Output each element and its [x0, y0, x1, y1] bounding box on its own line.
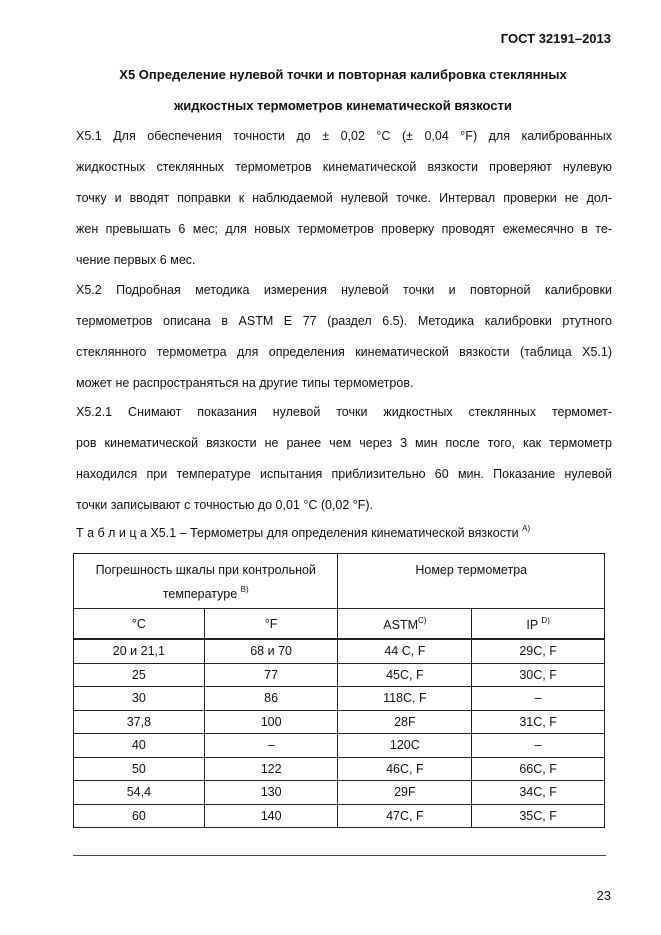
- text-line: точку и вводят поправки к наблюдаемой нулевой точке. Интервал проверки не дол-: [76, 191, 612, 205]
- header-scale-error: [74, 554, 338, 609]
- cell-astm: 44 C, F: [338, 639, 472, 663]
- paragraph-x5-1: [76, 121, 612, 276]
- cell-ip: 29C, F: [472, 639, 605, 663]
- cell-celsius: 60: [74, 804, 205, 828]
- cell-celsius: 30: [74, 687, 205, 711]
- cell-astm: 120C: [338, 734, 472, 758]
- section-title-line-2: жидкостных термометров кинематической вязкости: [174, 98, 512, 113]
- cell-celsius: 20 и 21,1: [74, 639, 205, 663]
- text-line: чение первых 6 мес.: [76, 253, 196, 267]
- cell-astm: 45C, F: [338, 663, 472, 687]
- section-title-line-1: X5 Определение нулевой точки и повторная калибровка стеклянных: [119, 67, 567, 82]
- col-header-celsius: °C: [74, 609, 205, 640]
- cell-celsius: 40: [74, 734, 205, 758]
- cell-ip: 35C, F: [472, 804, 605, 828]
- text-line: жен превышать 6 мес; для новых термометров проверку проводят ежемесячно в те-: [76, 222, 612, 236]
- table-row: [74, 710, 605, 734]
- text-line: находился при температуре испытания приблизительно 60 мин. Показание нулевой: [76, 467, 612, 481]
- text-line: X5.2 Подробная методика измерения нулевой точки и повторной калибровки: [76, 283, 612, 297]
- col-header-fahrenheit: °F: [204, 609, 338, 640]
- header-thermometer-number: Номер термометра: [338, 554, 605, 609]
- text-line: термометров описана в ASTM E 77 (раздел 6.5). Методика калибровки ртутного: [76, 314, 612, 328]
- cell-fahrenheit: 130: [204, 781, 338, 805]
- header-scale-error-text: Погрешность шкалы при контрольной температуре: [95, 563, 316, 601]
- cell-astm: 118C, F: [338, 687, 472, 711]
- paragraph-x5-2-1: [76, 397, 612, 521]
- col-header-astm: [338, 609, 472, 640]
- table-row: [74, 663, 605, 687]
- cell-ip: 31C, F: [472, 710, 605, 734]
- table-caption-text: X5.1 – Термометры для определения кинематической вязкости: [150, 526, 519, 540]
- cell-astm: 28F: [338, 710, 472, 734]
- cell-celsius: 50: [74, 757, 205, 781]
- cell-ip: 30C, F: [472, 663, 605, 687]
- document-code: ГОСТ 32191–2013: [500, 31, 611, 46]
- text-line: X5.1 Для обеспечения точности до ± 0,02 °C (± 0,04 °F) для калиброванных: [76, 129, 612, 143]
- table-caption-note: A): [522, 524, 531, 533]
- cell-astm: 29F: [338, 781, 472, 805]
- cell-fahrenheit: 140: [204, 804, 338, 828]
- paragraph-x5-2: [76, 275, 612, 399]
- cell-celsius: 54,4: [74, 781, 205, 805]
- col-header-ip-text: IP: [526, 617, 538, 632]
- table-caption: [76, 524, 530, 540]
- col-header-astm-note: C): [418, 615, 427, 625]
- col-header-ip-note: D): [541, 615, 550, 625]
- cell-celsius: 25: [74, 663, 205, 687]
- cell-fahrenheit: 86: [204, 687, 338, 711]
- col-header-ip: [472, 609, 605, 640]
- footer-divider: [73, 855, 606, 856]
- table-row: [74, 804, 605, 828]
- text-line: точки записывают с точностью до 0,01 °C (0,02 °F).: [76, 498, 374, 512]
- cell-fahrenheit: 77: [204, 663, 338, 687]
- cell-ip: –: [472, 687, 605, 711]
- table-row: [74, 639, 605, 663]
- thermometer-table: [73, 553, 605, 828]
- col-header-astm-text: ASTM: [383, 617, 418, 632]
- cell-fahrenheit: 100: [204, 710, 338, 734]
- table-row: [74, 781, 605, 805]
- table-header-row: [74, 554, 605, 609]
- text-line: X5.2.1 Снимают показания нулевой точки жидкостных стеклянных термомет-: [76, 405, 612, 419]
- table-row: [74, 687, 605, 711]
- table-row: [74, 734, 605, 758]
- table-caption-prefix: Т а б л и ц а: [76, 526, 147, 540]
- header-scale-note: B): [240, 585, 249, 594]
- cell-fahrenheit: 122: [204, 757, 338, 781]
- text-line: может не распространяться на другие типы термометров.: [76, 376, 414, 390]
- text-line: ров кинематической вязкости не ранее чем через 3 мин после того, как термометр: [76, 436, 612, 450]
- cell-ip: 66C, F: [472, 757, 605, 781]
- page-number: 23: [596, 888, 611, 903]
- table-subheader-row: [74, 609, 605, 640]
- cell-fahrenheit: 68 и 70: [204, 639, 338, 663]
- cell-ip: –: [472, 734, 605, 758]
- cell-astm: 47C, F: [338, 804, 472, 828]
- table-row: [74, 757, 605, 781]
- cell-celsius: 37,8: [74, 710, 205, 734]
- cell-ip: 34C, F: [472, 781, 605, 805]
- text-line: жидкостных стеклянных термометров кинематической вязкости проверяют нулевую: [76, 160, 612, 174]
- cell-astm: 46C, F: [338, 757, 472, 781]
- cell-fahrenheit: –: [204, 734, 338, 758]
- text-line: стеклянного термометра для определения кинематической вязкости (таблица X5.1): [76, 345, 612, 359]
